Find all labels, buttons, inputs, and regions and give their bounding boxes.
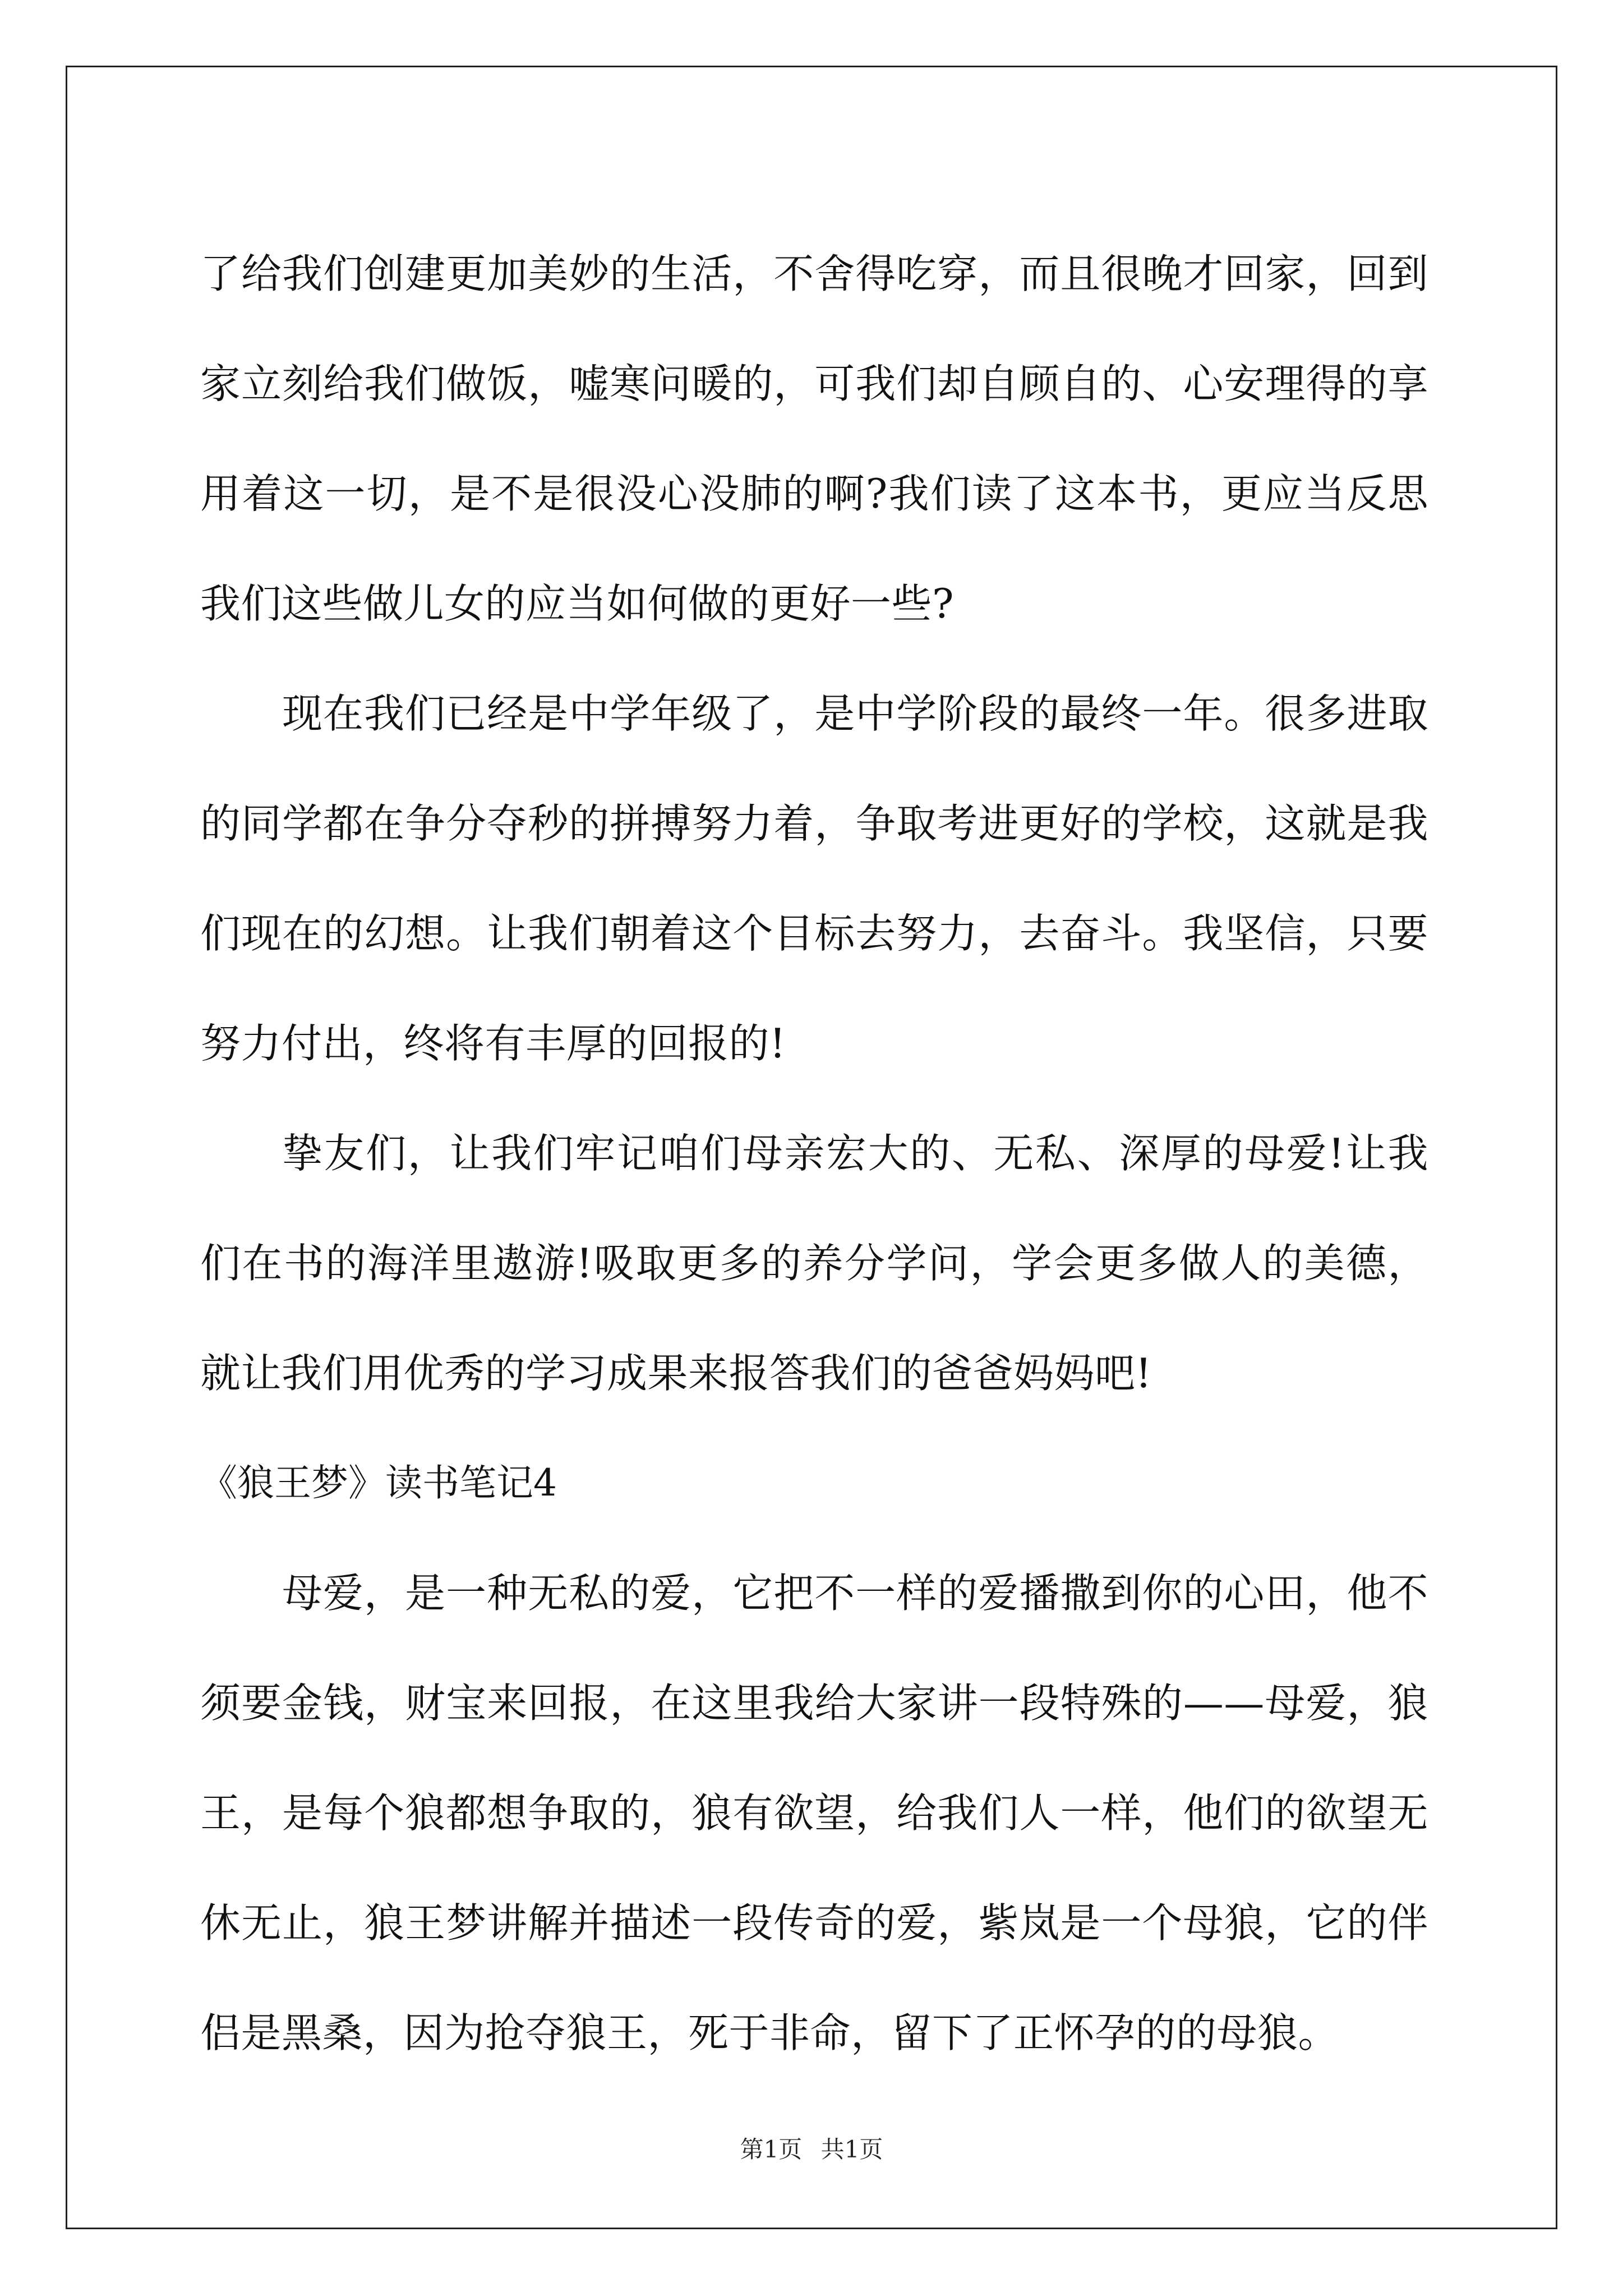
paragraph-2: 现在我们已经是中学年级了，是中学阶段的最终一年。很多进取的同学都在争分夺秒的拼搏努力着，争取考进更好的学校，这就是我们现在的幻想。让我们朝着这个目标去努力，去奋斗。我坚信，只要努力付出，终将有丰厚的回报的! (200, 690, 1428, 1067)
paragraph-4: 母爱，是一种无私的爱，它把不一样的爱播撒到你的心田，他不须要金钱，财宝来回报，在这里我给大家讲一段特殊的——母爱，狼王，是每个狼都想争取的，狼有欲望，给我们人一样，他们的欲望无休无止，狼王梦讲解并描述一段传奇的爱，紫岚是一个母狼，它的伴侣是黑桑，因为抢夺狼王，死于非命，留下了正怀孕的的母狼。 (200, 1570, 1428, 2056)
page-number: 第1页 (740, 2136, 803, 2163)
paragraph-1: 了给我们创建更加美妙的生活，不舍得吃穿，而且很晚才回家，回到家立刻给我们做饭，嘘寒问暖的，可我们却自顾自的、心安理得的享用着这一切，是不是很没心没肺的啊?我们读了这本书，更应当反思我们这些做儿女的应当如何做的更好一些? (200, 250, 1428, 627)
document-body (200, 219, 1428, 2088)
paragraph-3: 挚友们，让我们牢记咱们母亲宏大的、无私、深厚的母爱!让我们在书的海洋里遨游!吸取更多的养分学问，学会更多做人的美德，就让我们用优秀的学习成果来报答我们的爸爸妈妈吧! (200, 1130, 1428, 1397)
section-heading: 《狼王梦》读书笔记4 (200, 1461, 557, 1504)
page-total: 共1页 (820, 2136, 883, 2163)
page-footer (0, 2133, 1623, 2166)
